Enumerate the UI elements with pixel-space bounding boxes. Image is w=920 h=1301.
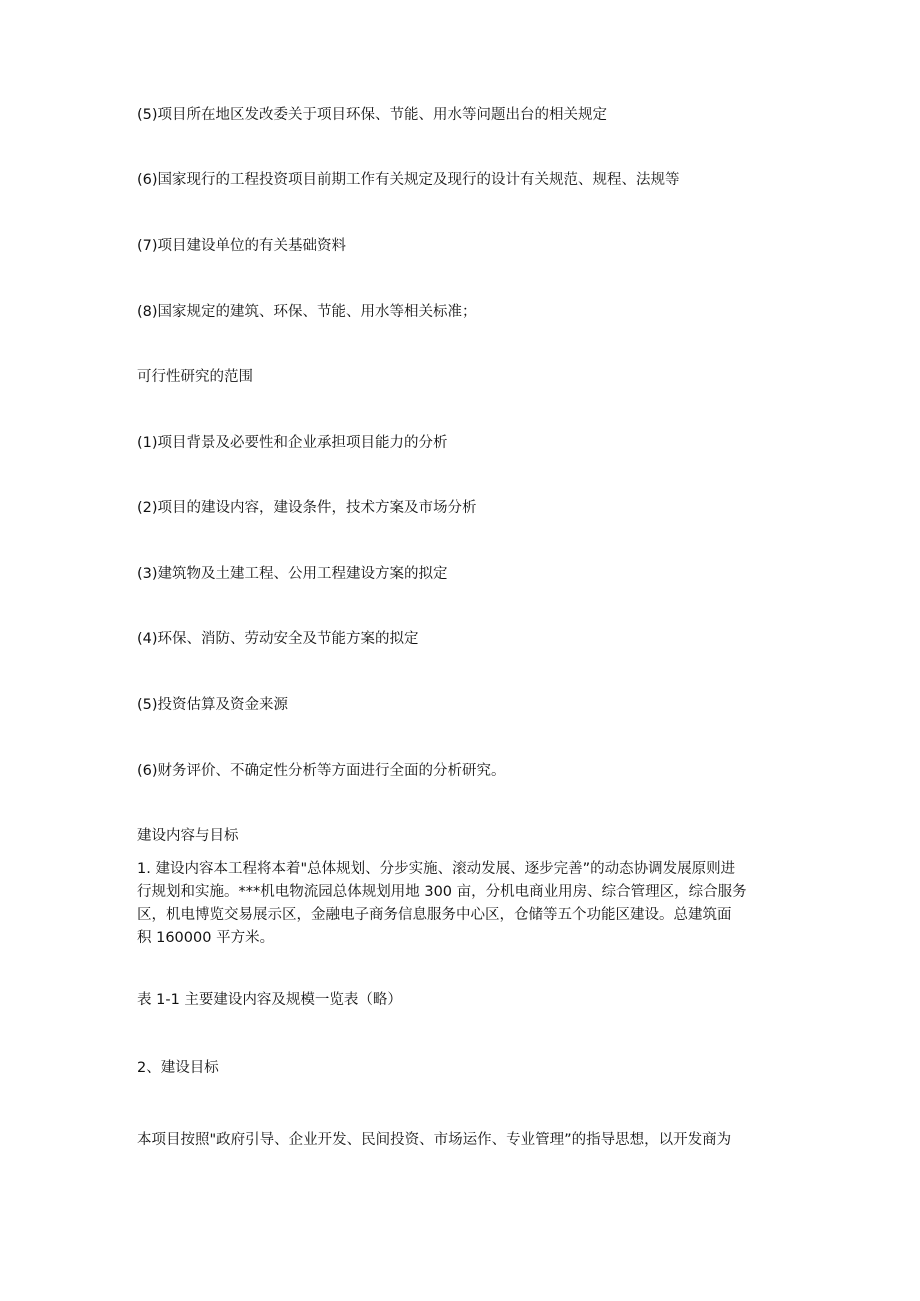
content-heading: 建设内容与目标	[137, 828, 239, 844]
scope-item-3: (3)建筑物及土建工程、公用工程建设方案的拟定	[137, 566, 448, 582]
basis-item-5: (5)项目所在地区发改委关于项目环保、节能、用水等问题出台的相关规定	[137, 107, 608, 123]
scope-item-2: (2)项目的建设内容，建设条件，技术方案及市场分析	[137, 500, 477, 516]
basis-item-6: (6)国家现行的工程投资项目前期工作有关规定及现行的设计有关规范、规程、法规等	[137, 172, 680, 188]
table-caption: 表 1-1 主要建设内容及规模一览表（略）	[137, 992, 402, 1008]
basis-item-8: (8)国家规定的建筑、环保、节能、用水等相关标准；	[137, 304, 477, 320]
scope-item-5: (5)投资估算及资金来源	[137, 697, 289, 713]
content-paragraph-line-3: 区，机电博览交易展示区，金融电子商务信息服务中心区，仓储等五个功能区建设。总建筑面	[137, 907, 732, 923]
scope-heading: 可行性研究的范围	[137, 369, 253, 385]
goal-heading: 2、建设目标	[137, 1060, 219, 1076]
content-paragraph-line-1: 1. 建设内容本工程将本着"总体规划、分步实施、滚动发展、逐步完善”的动态协调发展原则进	[137, 861, 736, 877]
scope-item-6: (6)财务评价、不确定性分析等方面进行全面的分析研究。	[137, 763, 506, 779]
scope-item-1: (1)项目背景及必要性和企业承担项目能力的分析	[137, 435, 448, 451]
content-paragraph-line-4: 积 160000 平方米。	[137, 930, 275, 946]
content-paragraph-line-2: 行规划和实施。***机电物流园总体规划用地 300 亩，分机电商业用房、综合管理区，综合服务	[137, 884, 747, 900]
goal-paragraph: 本项目按照"政府引导、企业开发、民间投资、市场运作、专业管理”的指导思想，以开发商为	[137, 1132, 732, 1148]
scope-item-4: (4)环保、消防、劳动安全及节能方案的拟定	[137, 631, 419, 647]
basis-item-7: (7)项目建设单位的有关基础资料	[137, 238, 347, 254]
